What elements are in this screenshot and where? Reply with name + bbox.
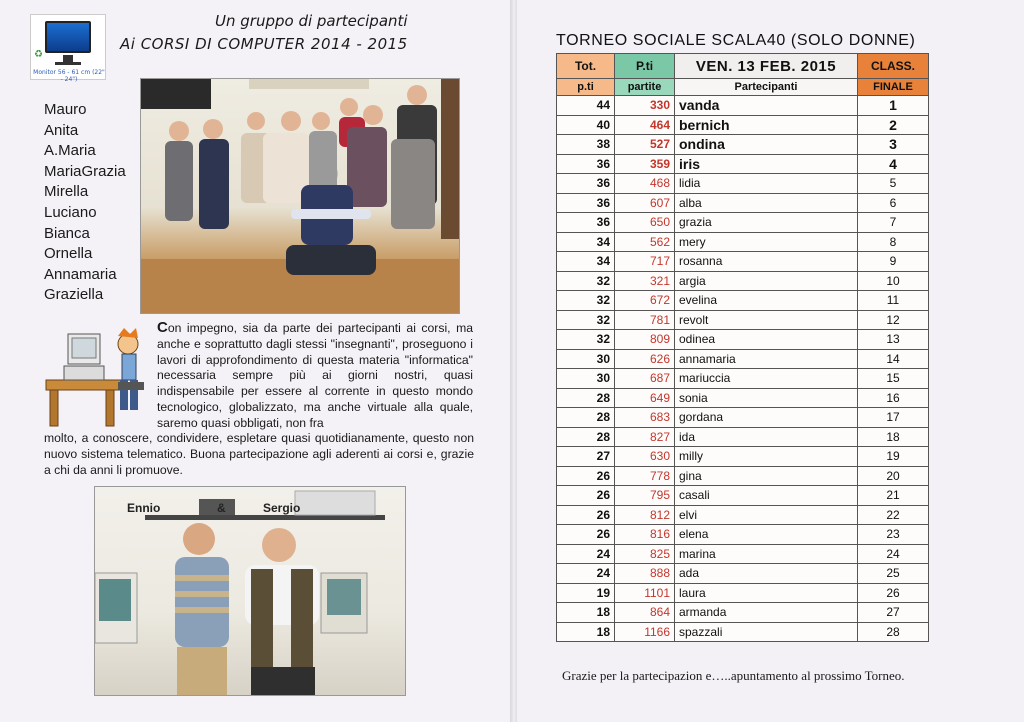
- cell-name: casali: [675, 486, 858, 506]
- cell-tot: 18: [557, 603, 615, 623]
- cell-tot: 36: [557, 174, 615, 194]
- participant-names-list: [44, 100, 126, 306]
- cell-tot: 32: [557, 330, 615, 350]
- cell-rank: 17: [858, 408, 929, 428]
- cell-rank: 1: [858, 96, 929, 116]
- cell-name: vanda: [675, 96, 858, 116]
- name-item: Anita: [44, 121, 79, 139]
- cell-pti: 825: [615, 544, 675, 564]
- cell-tot: 34: [557, 252, 615, 272]
- tournament-title: TORNEO SOCIALE SCALA40 (SOLO DONNE): [556, 32, 916, 49]
- cell-pti: 809: [615, 330, 675, 350]
- label-ennio: Ennio: [127, 501, 161, 515]
- header-participants: Partecipanti: [675, 79, 858, 96]
- cell-pti: 464: [615, 115, 675, 135]
- table-row: [557, 174, 929, 194]
- cell-name: mariuccia: [675, 369, 858, 389]
- cell-tot: 30: [557, 369, 615, 389]
- closing-paragraph: molto, a conoscere, condividere, espletare quasi quotidianamente, questo non nuovo sistema telematico. Buona partecipazione agli aderenti ai corsi e, grazie a chi da anni li promuove.: [44, 431, 474, 477]
- table-row: [557, 525, 929, 545]
- cell-rank: 15: [858, 369, 929, 389]
- cell-tot: 36: [557, 154, 615, 174]
- cell-pti: 1166: [615, 622, 675, 642]
- cell-rank: 24: [858, 544, 929, 564]
- cell-name: gordana: [675, 408, 858, 428]
- cell-pti: 781: [615, 310, 675, 330]
- table-row: [557, 388, 929, 408]
- table-row: [557, 193, 929, 213]
- table-row: [557, 115, 929, 135]
- table-row: [557, 544, 929, 564]
- cell-pti: 468: [615, 174, 675, 194]
- cell-rank: 9: [858, 252, 929, 272]
- header-date: VEN. 13 FEB. 2015: [675, 54, 858, 79]
- cell-tot: 32: [557, 271, 615, 291]
- cell-name: ondina: [675, 135, 858, 155]
- monitor-caption: Monitor 56 - 61 cm (22" - 24"): [33, 69, 105, 83]
- cell-name: mery: [675, 232, 858, 252]
- cell-tot: 32: [557, 310, 615, 330]
- cell-name: odinea: [675, 330, 858, 350]
- cell-pti: 359: [615, 154, 675, 174]
- header-class-sub: FINALE: [858, 79, 929, 96]
- name-item: Mauro: [44, 101, 87, 118]
- header-pti-sub: partite: [615, 79, 675, 96]
- computer-cartoon-icon: [42, 322, 154, 434]
- cell-rank: 6: [858, 193, 929, 213]
- cell-pti: 672: [615, 291, 675, 311]
- header-tot-sub: p.ti: [557, 79, 615, 96]
- cell-tot: 24: [557, 564, 615, 584]
- table-row: [557, 154, 929, 174]
- name-item: Mirella: [44, 183, 89, 201]
- cell-tot: 26: [557, 505, 615, 525]
- cell-name: spazzali: [675, 622, 858, 642]
- cell-rank: 26: [858, 583, 929, 603]
- group-photo: [140, 78, 460, 314]
- paragraph-text: on impegno, sia da parte dei partecipanti ai corsi, ma anche e soprattutto dagli stessi "insegnanti", proseguono i lavori di approfondimento di questa materia "informatica" necessaria sempre più ai giorni nostri, quasi indispensabile per essere al corrente in questo mondo tecnologico, globalizzato, ma anche virtuale alla quale, saremo quasi obbligati, non fra: [157, 321, 473, 430]
- cell-tot: 24: [557, 544, 615, 564]
- cell-rank: 14: [858, 349, 929, 369]
- cell-pti: 812: [615, 505, 675, 525]
- table-row: [557, 408, 929, 428]
- cell-rank: 25: [858, 564, 929, 584]
- table-row: [557, 564, 929, 584]
- cell-pti: 630: [615, 447, 675, 467]
- cell-pti: 607: [615, 193, 675, 213]
- table-row: [557, 369, 929, 389]
- cell-name: alba: [675, 193, 858, 213]
- cell-name: annamaria: [675, 349, 858, 369]
- cell-name: elvi: [675, 505, 858, 525]
- dropcap: C: [157, 319, 168, 336]
- cell-tot: 38: [557, 135, 615, 155]
- table-row: [557, 349, 929, 369]
- cell-name: evelina: [675, 291, 858, 311]
- cell-name: marina: [675, 544, 858, 564]
- table-row: [557, 291, 929, 311]
- cell-rank: 10: [858, 271, 929, 291]
- cell-tot: 26: [557, 486, 615, 506]
- cell-rank: 16: [858, 388, 929, 408]
- header-pti: P.ti: [615, 54, 675, 79]
- cell-pti: 650: [615, 213, 675, 233]
- name-item: Bianca: [44, 224, 90, 242]
- name-item: Annamaria: [44, 265, 117, 283]
- table-row: [557, 427, 929, 447]
- table-row: [557, 271, 929, 291]
- cell-rank: 4: [858, 154, 929, 174]
- cell-rank: 19: [858, 447, 929, 467]
- cell-pti: 649: [615, 388, 675, 408]
- table-row: [557, 447, 929, 467]
- cell-name: laura: [675, 583, 858, 603]
- label-ampersand: &: [217, 501, 226, 515]
- cell-pti: 827: [615, 427, 675, 447]
- table-row: [557, 603, 929, 623]
- cell-rank: 13: [858, 330, 929, 350]
- cell-pti: 321: [615, 271, 675, 291]
- cell-rank: 22: [858, 505, 929, 525]
- cell-pti: 864: [615, 603, 675, 623]
- name-item: Luciano: [44, 203, 97, 221]
- table-row: [557, 583, 929, 603]
- cell-name: argia: [675, 271, 858, 291]
- cell-rank: 12: [858, 310, 929, 330]
- cell-name: grazia: [675, 213, 858, 233]
- monitor-icon: [30, 14, 106, 83]
- page-subtitle: Un gruppo di partecipanti: [215, 12, 408, 30]
- cell-name: sonia: [675, 388, 858, 408]
- cell-rank: 7: [858, 213, 929, 233]
- cell-name: iris: [675, 154, 858, 174]
- name-item: A.Maria: [44, 142, 96, 160]
- cell-pti: 687: [615, 369, 675, 389]
- intro-paragraph: [157, 320, 473, 432]
- cell-tot: 44: [557, 96, 615, 116]
- cell-tot: 26: [557, 466, 615, 486]
- cell-tot: 27: [557, 447, 615, 467]
- header-tot: Tot.: [557, 54, 615, 79]
- cell-name: rosanna: [675, 252, 858, 272]
- table-row: [557, 466, 929, 486]
- cell-pti: 717: [615, 252, 675, 272]
- cell-tot: 32: [557, 291, 615, 311]
- cell-pti: 527: [615, 135, 675, 155]
- cell-name: revolt: [675, 310, 858, 330]
- cell-rank: 18: [858, 427, 929, 447]
- footer-note: Grazie per la partecipazion e…..apuntamento al prossimo Torneo.: [562, 668, 905, 683]
- name-item: Ornella: [44, 245, 93, 263]
- cell-pti: 778: [615, 466, 675, 486]
- cell-tot: 30: [557, 349, 615, 369]
- cell-name: ada: [675, 564, 858, 584]
- cell-tot: 36: [557, 213, 615, 233]
- cell-name: milly: [675, 447, 858, 467]
- cell-name: armanda: [675, 603, 858, 623]
- table-row: [557, 310, 929, 330]
- cell-tot: 19: [557, 583, 615, 603]
- cell-pti: 330: [615, 96, 675, 116]
- ennio-sergio-photo: [94, 486, 406, 696]
- recycle-icon: ♻: [34, 49, 43, 60]
- cell-rank: 11: [858, 291, 929, 311]
- cell-pti: 626: [615, 349, 675, 369]
- table-row: [557, 486, 929, 506]
- cell-pti: 683: [615, 408, 675, 428]
- cell-tot: 40: [557, 115, 615, 135]
- label-sergio: Sergio: [263, 501, 301, 515]
- cell-rank: 21: [858, 486, 929, 506]
- header-class: CLASS.: [858, 54, 929, 79]
- table-row: [557, 232, 929, 252]
- cell-rank: 23: [858, 525, 929, 545]
- cell-rank: 28: [858, 622, 929, 642]
- cell-name: bernich: [675, 115, 858, 135]
- cell-name: gina: [675, 466, 858, 486]
- table-row: [557, 330, 929, 350]
- table-row: [557, 135, 929, 155]
- cell-tot: 36: [557, 193, 615, 213]
- page-title: Ai CORSI DI COMPUTER 2014 - 2015: [120, 35, 408, 53]
- name-item: MariaGrazia: [44, 162, 126, 180]
- cell-pti: 562: [615, 232, 675, 252]
- cell-tot: 28: [557, 408, 615, 428]
- table-row: [557, 96, 929, 116]
- cell-tot: 28: [557, 427, 615, 447]
- cell-name: elena: [675, 525, 858, 545]
- cell-tot: 26: [557, 525, 615, 545]
- cell-pti: 795: [615, 486, 675, 506]
- cell-pti: 816: [615, 525, 675, 545]
- cell-tot: 18: [557, 622, 615, 642]
- table-row: [557, 213, 929, 233]
- table-row: [557, 252, 929, 272]
- cell-rank: 5: [858, 174, 929, 194]
- cell-rank: 27: [858, 603, 929, 623]
- cell-rank: 2: [858, 115, 929, 135]
- table-row: [557, 505, 929, 525]
- cell-pti: 1101: [615, 583, 675, 603]
- cell-tot: 28: [557, 388, 615, 408]
- cell-name: lidia: [675, 174, 858, 194]
- standings-table: [556, 53, 929, 642]
- cell-tot: 34: [557, 232, 615, 252]
- cell-pti: 888: [615, 564, 675, 584]
- cell-name: ida: [675, 427, 858, 447]
- table-row: [557, 622, 929, 642]
- name-item: Graziella: [44, 286, 104, 304]
- cell-rank: 3: [858, 135, 929, 155]
- cell-rank: 8: [858, 232, 929, 252]
- cell-rank: 20: [858, 466, 929, 486]
